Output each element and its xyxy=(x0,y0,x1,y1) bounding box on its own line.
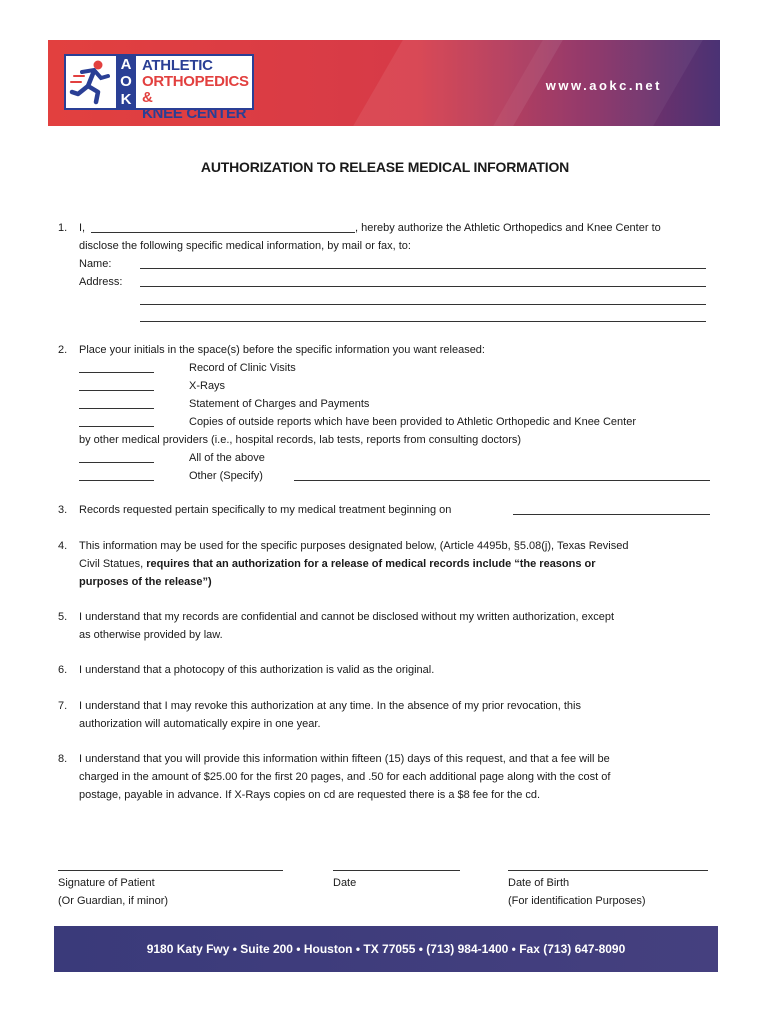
patient-signature-field[interactable] xyxy=(58,870,283,871)
initials-field[interactable] xyxy=(79,462,154,463)
runner-icon xyxy=(68,58,112,106)
option-label: Other (Specify) xyxy=(189,470,263,482)
logo-word: KNEE CENTER xyxy=(142,105,247,122)
logo-letter: K xyxy=(120,90,132,108)
item-8 xyxy=(58,750,718,806)
item-1-line-2: disclose the following specific medical information, by mail or fax, to: xyxy=(79,240,411,252)
item-number: 7. xyxy=(58,700,68,712)
logo-word: ATHLETIC xyxy=(142,57,213,74)
website-url[interactable]: www.aokc.net xyxy=(545,78,662,93)
item-4-line-1: This information may be used for the specific purposes designated below, (Article 4495b, §5.08(j), Texas Revised xyxy=(79,540,629,552)
initials-field[interactable] xyxy=(79,480,154,481)
treatment-start-date-field[interactable] xyxy=(513,514,710,515)
other-specify-field[interactable] xyxy=(294,480,710,481)
document-title: AUTHORIZATION TO RELEASE MEDICAL INFORMATION xyxy=(200,159,570,175)
recipient-name-field[interactable] xyxy=(140,268,706,269)
patient-signature-label: Signature of Patient xyxy=(58,877,155,889)
logo-letters xyxy=(116,56,136,108)
option-label: Record of Clinic Visits xyxy=(189,362,296,374)
item-number: 8. xyxy=(58,753,68,765)
initials-field[interactable] xyxy=(79,390,154,391)
item-1 xyxy=(58,219,718,329)
item-5-line-1: I understand that my records are confidential and cannot be disclosed without my written authorization, except xyxy=(79,611,615,623)
footer-banner xyxy=(54,926,718,972)
option-label: Copies of outside reports which have been provided to Athletic Orthopedic and Knee Center xyxy=(189,416,636,428)
item-2 xyxy=(58,341,718,486)
item-number: 5. xyxy=(58,611,68,623)
logo-word: ORTHOPEDICS & xyxy=(142,73,249,106)
item-4-line-3: purposes of the release”) xyxy=(79,576,212,588)
item-number: 3. xyxy=(58,504,68,516)
date-label: Date xyxy=(333,877,357,889)
patient-signature-sublabel: (Or Guardian, if minor) xyxy=(58,895,169,907)
item-2-intro: Place your initials in the space(s) before the specific information you want released: xyxy=(79,344,485,356)
item-3-text: Records requested pertain specifically to my medical treatment beginning on xyxy=(79,504,452,516)
item-1-prefix: I, xyxy=(79,222,86,234)
authorizer-name-field[interactable] xyxy=(91,232,355,233)
item-5 xyxy=(58,608,718,646)
date-of-birth-label: Date of Birth xyxy=(508,877,570,889)
option-label: All of the above xyxy=(189,452,265,464)
item-8-line-1: I understand that you will provide this information within fifteen (15) days of this request, and that a fee will be xyxy=(79,753,610,765)
initials-field[interactable] xyxy=(79,408,154,409)
address-field-line-1[interactable] xyxy=(140,286,706,287)
item-7-line-2: authorization will automatically expire in one year. xyxy=(79,718,321,730)
item-number: 4. xyxy=(58,540,68,552)
item-3 xyxy=(58,501,718,521)
item-8-line-2: charged in the amount of $25.00 for the first 20 pages, and .50 for each additional page along with the cost of xyxy=(79,771,611,783)
item-4-line-2 xyxy=(79,555,719,573)
date-field[interactable] xyxy=(333,870,460,871)
aokc-logo xyxy=(64,54,254,122)
item-number: 1. xyxy=(58,222,68,234)
logo-letter: A xyxy=(120,56,132,74)
item-4-line-2-bold: requires that an authorization for a release of medical records include “the reasons or xyxy=(146,558,596,570)
item-6 xyxy=(58,661,718,681)
initials-field[interactable] xyxy=(79,372,154,373)
item-4-line-2-normal: Civil Statues, xyxy=(79,558,147,570)
header-banner xyxy=(48,40,720,126)
item-4 xyxy=(58,537,718,593)
logo-letter: O xyxy=(120,73,132,91)
option-label: X-Rays xyxy=(189,380,226,392)
initials-field[interactable] xyxy=(79,426,154,427)
item-1-suffix: , hereby authorize the Athletic Orthopedics and Knee Center to xyxy=(355,222,661,234)
option-continuation: by other medical providers (i.e., hospital records, lab tests, reports from consulting doctors) xyxy=(79,434,522,446)
item-8-line-3: postage, payable in advance. If X-Rays copies on cd are requested there is a $8 fee for the cd. xyxy=(79,789,541,801)
item-number: 6. xyxy=(58,664,68,676)
date-of-birth-field[interactable] xyxy=(508,870,708,871)
name-label: Name: xyxy=(79,258,112,270)
address-field-line-3[interactable] xyxy=(140,321,706,322)
item-7-line-1: I understand that I may revoke this authorization at any time. In the absence of my prior revocation, this xyxy=(79,700,581,712)
item-6-line-1: I understand that a photocopy of this authorization is valid as the original. xyxy=(79,664,435,676)
address-field-line-2[interactable] xyxy=(140,304,706,305)
footer-address: 9180 Katy Fwy • Suite 200 • Houston • TX 77055 • (713) 984-1400 • Fax (713) 647-8090 xyxy=(146,942,626,956)
logo-wordmark xyxy=(142,58,252,122)
address-label: Address: xyxy=(79,276,123,288)
option-label: Statement of Charges and Payments xyxy=(189,398,370,410)
item-5-line-2: as otherwise provided by law. xyxy=(79,629,223,641)
item-number: 2. xyxy=(58,344,68,356)
date-of-birth-sublabel: (For identification Purposes) xyxy=(508,895,646,907)
item-7 xyxy=(58,697,718,735)
